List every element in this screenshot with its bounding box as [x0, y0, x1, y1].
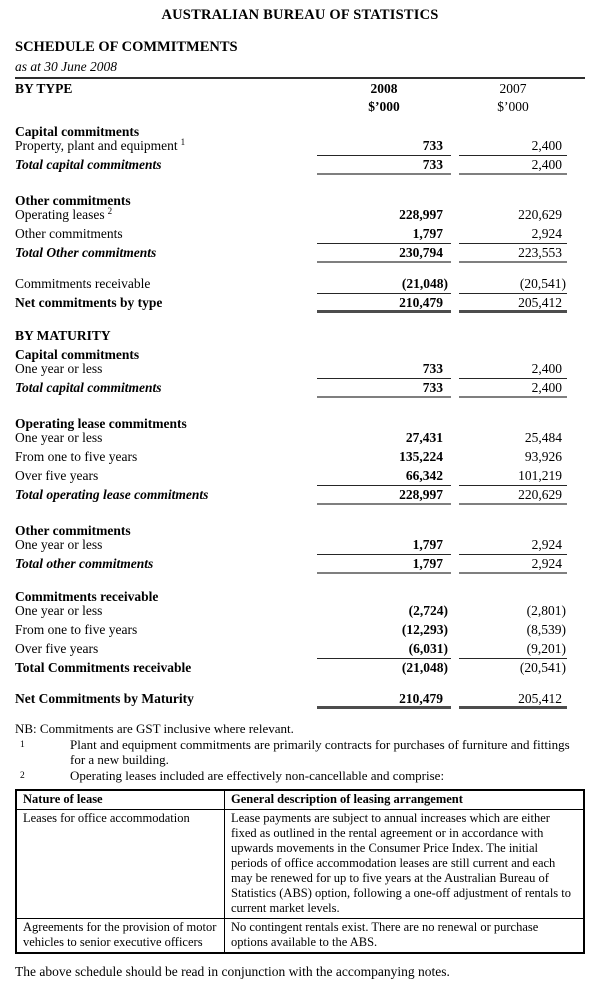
- value-2007: 101,219: [459, 467, 567, 486]
- footnote-marker: 1: [20, 739, 25, 750]
- value-2007: (20,541): [459, 275, 567, 294]
- row-label-text: Total capital commitments: [15, 380, 162, 395]
- row-label-text: Over five years: [15, 468, 99, 483]
- value-2008: 733: [317, 156, 451, 175]
- value-2007: [459, 409, 567, 428]
- row-label: [15, 689, 317, 708]
- value-2008: 228,997: [317, 486, 451, 505]
- footnote-text: Operating leases included are effectively non-cancellable and comprise:: [70, 767, 445, 783]
- value-2007: 2,400: [459, 156, 567, 175]
- row-gap: [15, 174, 585, 186]
- row-label-text: Other commitments: [15, 226, 123, 241]
- schedule-row: [15, 117, 585, 139]
- unit-2007: $’000: [497, 99, 529, 114]
- footnote-marker: 2: [20, 770, 25, 781]
- schedule-row: [15, 689, 585, 708]
- schedule-row: [15, 485, 585, 504]
- value-2008: [317, 117, 451, 136]
- value-2007: 25,484: [524, 430, 562, 445]
- lease-table-row: [16, 810, 584, 919]
- value-2008: 228,997: [399, 207, 443, 222]
- row-label: [15, 359, 317, 378]
- row-label: [15, 378, 317, 397]
- row-label-text: One year or less: [15, 537, 103, 552]
- value-2008: 210,479: [317, 690, 451, 709]
- row-label: [15, 293, 317, 312]
- row-label-text: Capital commitments: [15, 347, 140, 362]
- lease-description-cell: Lease payments are subject to annual increases which are either fixed as outlined in the rental agreement or in accordance with upwards movements in the Consumer Price Index. The initial periods of office accommodation leases are still current and each may be renewed for up to five years at the Australian Bureau of Statistics (ABS) option, following a one-off adjustment of rentals to current market levels.: [225, 810, 585, 919]
- column-year-2007: 2007: [499, 81, 527, 96]
- schedule-row: [15, 293, 585, 312]
- schedule-row: [15, 466, 585, 485]
- value-2007: 93,926: [524, 449, 562, 464]
- value-2007: [459, 186, 567, 205]
- row-label: [15, 658, 317, 677]
- value-2007: [459, 117, 567, 136]
- row-label-text: Net commitments by type: [15, 295, 163, 310]
- value-2008: (21,048): [401, 660, 448, 675]
- schedule-row: [15, 516, 585, 538]
- lease-description-cell: No contingent rentals exist. There are no renewal or purchase options available to the ABS.: [225, 919, 585, 954]
- value-2008: [317, 582, 451, 601]
- row-label-text: Total other commitments: [15, 556, 154, 571]
- value-2008: 66,342: [317, 467, 451, 486]
- row-gap: [15, 504, 585, 516]
- lease-table-header-row: [16, 790, 584, 810]
- schedule-row: [15, 224, 585, 243]
- value-2007: [459, 516, 567, 535]
- value-2008: [317, 321, 451, 340]
- lease-table-header: General description of leasing arrangement: [225, 790, 585, 810]
- row-label: [15, 205, 317, 224]
- schedule-row: [15, 243, 585, 262]
- value-2007: 220,629: [459, 486, 567, 505]
- row-label-text: One year or less: [15, 430, 103, 445]
- value-2007: 2,400: [459, 379, 567, 398]
- row-label-text: Commitments receivable: [15, 276, 151, 291]
- schedule-row: [15, 447, 585, 466]
- value-2008: [317, 409, 451, 428]
- row-label: [15, 601, 317, 620]
- row-label-text: From one to five years: [15, 622, 138, 637]
- schedule-heading: SCHEDULE OF COMMITMENTS: [15, 39, 238, 55]
- row-label: [15, 535, 317, 554]
- value-2007: (8,539): [526, 622, 566, 637]
- value-2008: 1,797: [317, 225, 451, 244]
- footnote: [15, 737, 585, 768]
- row-label: [15, 326, 317, 345]
- value-2007: 2,400: [459, 137, 567, 156]
- value-2008: [317, 516, 451, 535]
- row-gap: [15, 262, 585, 274]
- footnote: [15, 768, 585, 785]
- value-2007: 2,924: [459, 555, 567, 574]
- row-label: [15, 485, 317, 504]
- value-2008: 733: [317, 379, 451, 398]
- schedule-row: [15, 601, 585, 620]
- commitments-schedule: [15, 117, 585, 708]
- schedule-row: [15, 554, 585, 573]
- schedule-row: [15, 205, 585, 224]
- row-label-text: Net Commitments by Maturity: [15, 691, 194, 706]
- row-label-text: Over five years: [15, 641, 99, 656]
- schedule-row: [15, 274, 585, 293]
- value-2008: 733: [317, 137, 451, 156]
- schedule-row: [15, 186, 585, 208]
- value-2007: 205,412: [459, 690, 567, 709]
- row-label-text: Total operating lease commitments: [15, 487, 209, 502]
- schedule-row: [15, 409, 585, 431]
- schedule-row: [15, 428, 585, 447]
- row-label-text: BY MATURITY: [15, 328, 111, 343]
- value-2007: [459, 340, 567, 359]
- row-gap: [15, 677, 585, 689]
- column-year-2008: 2008: [370, 81, 398, 96]
- row-label-text: From one to five years: [15, 449, 138, 464]
- nb-note: NB: Commitments are GST inclusive where relevant.: [15, 721, 294, 736]
- schedule-row: [15, 620, 585, 639]
- column-header-row: [15, 79, 585, 98]
- row-label-text: Total Commitments receivable: [15, 660, 192, 675]
- value-2007: (9,201): [459, 640, 567, 659]
- value-2007: 2,924: [459, 225, 567, 244]
- row-label-text: Operating lease commitments: [15, 416, 187, 431]
- row-label: [15, 224, 317, 243]
- row-label-text: Operating leases: [15, 207, 105, 222]
- value-2008: (12,293): [401, 622, 448, 637]
- column-unit-row: [15, 98, 585, 117]
- footnotes: [15, 737, 585, 785]
- row-label-text: Property, plant and equipment: [15, 138, 178, 153]
- value-2007: 205,412: [459, 294, 567, 313]
- value-2007: 2,924: [459, 536, 567, 555]
- value-2007: (20,541): [519, 660, 566, 675]
- row-label: [15, 447, 317, 466]
- by-type-label: BY TYPE: [15, 81, 73, 96]
- footnote-ref: 2: [107, 205, 113, 216]
- row-label-text: Capital commitments: [15, 124, 140, 139]
- schedule-row: [15, 359, 585, 378]
- unit-2008: $’000: [368, 99, 400, 114]
- row-label-text: Commitments receivable: [15, 589, 159, 604]
- row-gap: [15, 397, 585, 409]
- schedule-row: [15, 582, 585, 604]
- value-2008: 230,794: [317, 244, 451, 263]
- row-gap: [15, 312, 585, 321]
- lease-table-header: Nature of lease: [16, 790, 225, 810]
- lease-nature-cell: Leases for office accommodation: [16, 810, 225, 919]
- row-label-text: Other commitments: [15, 193, 131, 208]
- lease-table-row: [16, 919, 584, 954]
- footnote-text: Plant and equipment commitments are primarily contracts for purchases of furniture and fittings for a new building.: [70, 736, 570, 767]
- value-2007: 2,400: [459, 360, 567, 379]
- value-2008: [317, 340, 451, 359]
- value-2007: 220,629: [518, 207, 562, 222]
- row-label-text: One year or less: [15, 603, 103, 618]
- value-2008: 1,797: [317, 555, 451, 574]
- lease-table: [15, 789, 585, 954]
- row-label: [15, 554, 317, 573]
- schedule-row: [15, 535, 585, 554]
- footer-note: The above schedule should be read in conjunction with the accompanying notes.: [15, 964, 450, 979]
- row-label-text: Other commitments: [15, 523, 131, 538]
- footnote-ref: 1: [180, 136, 186, 147]
- row-label-text: One year or less: [15, 361, 103, 376]
- schedule-row: [15, 155, 585, 174]
- row-label: [15, 136, 317, 155]
- row-label-text: Total capital commitments: [15, 157, 162, 172]
- row-label-text: Total Other commitments: [15, 245, 157, 260]
- value-2008: [317, 186, 451, 205]
- row-gap: [15, 573, 585, 582]
- value-2008: 733: [317, 360, 451, 379]
- value-2007: [459, 582, 567, 601]
- value-2008: 210,479: [317, 294, 451, 313]
- value-2008: 1,797: [317, 536, 451, 555]
- schedule-row: [15, 658, 585, 677]
- value-2008: 135,224: [399, 449, 443, 464]
- value-2008: (2,724): [408, 603, 448, 618]
- schedule-row: [15, 321, 585, 343]
- row-label: [15, 620, 317, 639]
- schedule-row: [15, 639, 585, 658]
- row-label: [15, 639, 317, 658]
- value-2007: (2,801): [526, 603, 566, 618]
- schedule-row: [15, 136, 585, 155]
- lease-nature-cell: Agreements for the provision of motor vehicles to senior executive officers: [16, 919, 225, 954]
- value-2007: [459, 321, 567, 340]
- document-title: AUSTRALIAN BUREAU OF STATISTICS: [161, 7, 439, 23]
- row-label: [15, 274, 317, 293]
- schedule-row: [15, 378, 585, 397]
- value-2008: (21,048): [317, 275, 451, 294]
- row-label: [15, 155, 317, 174]
- value-2007: 223,553: [459, 244, 567, 263]
- row-label: [15, 466, 317, 485]
- row-label: [15, 428, 317, 447]
- value-2008: 27,431: [405, 430, 443, 445]
- row-label: [15, 243, 317, 262]
- as-at-date: as at 30 June 2008: [15, 59, 585, 79]
- value-2008: (6,031): [317, 640, 451, 659]
